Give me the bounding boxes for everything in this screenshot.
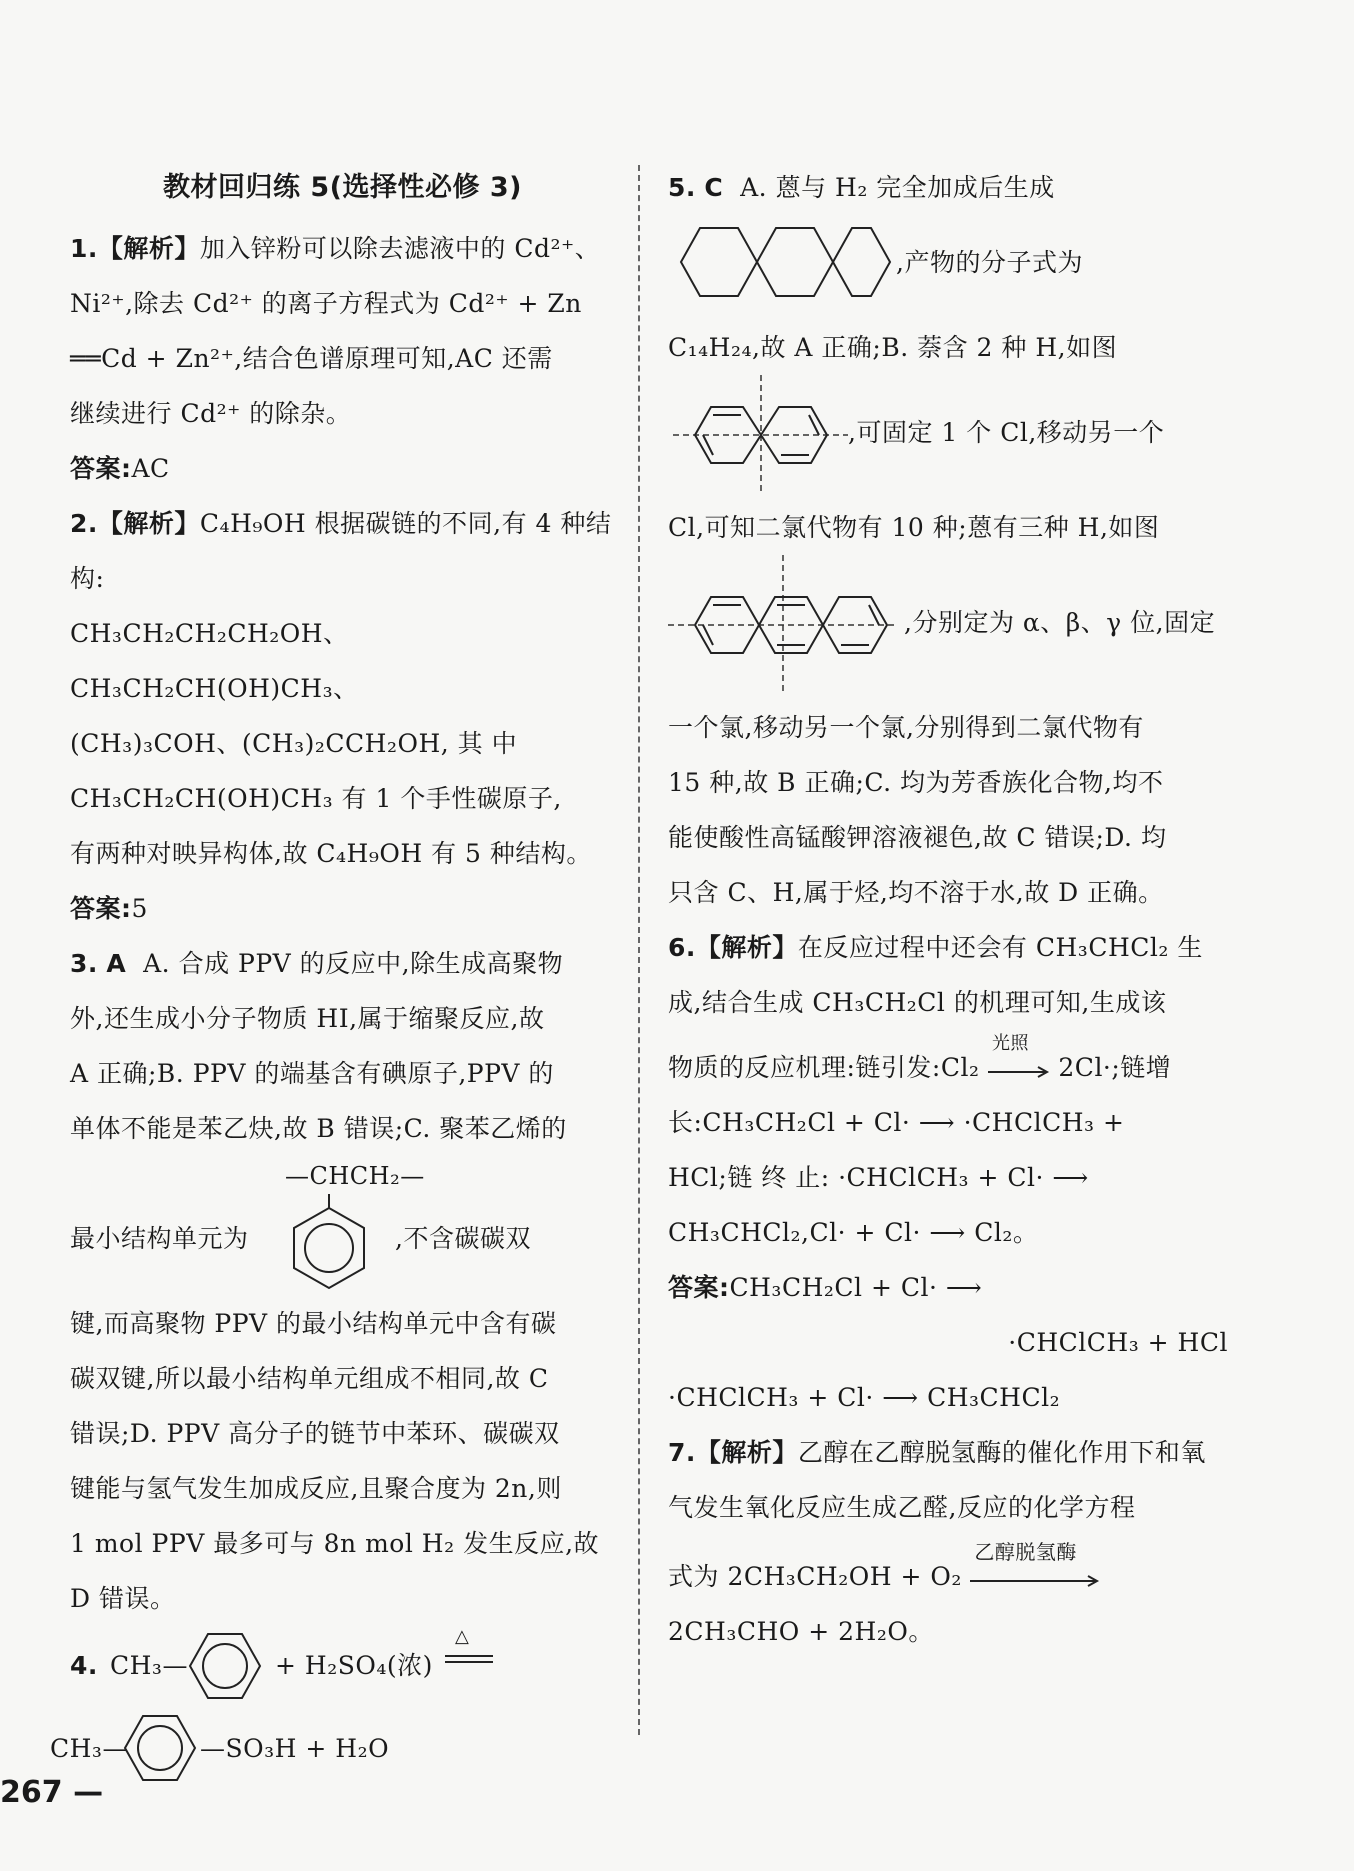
perhydroanthracene-structure bbox=[678, 220, 893, 305]
q3-line: D 错误。 bbox=[70, 1584, 176, 1613]
q7-line: 乙醇在乙醇脱氢酶的催化作用下和氧 bbox=[797, 1438, 1206, 1467]
q2-line: CH₃CH₂CH₂CH₂OH、CH₃CH₂CH(OH)CH₃、 bbox=[70, 619, 359, 703]
q4-product-suffix: —SO₃H + H₂O bbox=[200, 1734, 390, 1763]
q3-line: 外,还生成小分子物质 HI,属于缩聚反应,故 bbox=[70, 1004, 545, 1033]
q6-light-arrow bbox=[988, 1032, 1050, 1080]
q2-line: 有两种对映异构体,故 C₄H₉OH 有 5 种结构。 bbox=[70, 839, 592, 868]
question-7 bbox=[668, 1425, 1228, 1659]
anthracene-symmetry-structure bbox=[668, 555, 898, 695]
q4-equals-arrow bbox=[445, 1652, 495, 1666]
q3-unit-label: —CHCH₂— bbox=[285, 1162, 425, 1190]
page-title: 教材回归练 5(选择性必修 3) bbox=[162, 172, 523, 203]
page-number: 267 — bbox=[0, 1775, 104, 1810]
q6-answer-1: CH₃CH₂Cl + Cl· ⟶ bbox=[729, 1273, 983, 1302]
q7-number: 7. bbox=[668, 1438, 696, 1467]
q2-line: CH₃CH₂CH(OH)CH₃ 有 1 个手性碳原子, bbox=[70, 784, 562, 813]
q6-line: CH₃CHCl₂,Cl· + Cl· ⟶ Cl₂。 bbox=[668, 1218, 1039, 1247]
q6-initiation-line bbox=[668, 1030, 1228, 1095]
question-6 bbox=[668, 920, 1228, 1425]
q5-number: 5. bbox=[668, 173, 696, 202]
q3-choice: A bbox=[106, 949, 127, 978]
right-column bbox=[668, 160, 1228, 1659]
q5-after-mol3: ,分别定为 α、β、γ 位,固定 bbox=[904, 608, 1216, 637]
q1-answer-label: 答案: bbox=[70, 454, 132, 483]
q6-answer-label: 答案: bbox=[668, 1273, 730, 1302]
q4-number: 4. bbox=[70, 1651, 98, 1680]
q5-line: Cl,可知二氯代物有 10 种;蒽有三种 H,如图 bbox=[668, 513, 1160, 542]
q6-light-label: 光照 bbox=[991, 1032, 1029, 1054]
polystyrene-unit-structure bbox=[284, 1194, 374, 1294]
q3-line: 错误;D. PPV 高分子的链节中苯环、碳碳双 bbox=[70, 1419, 560, 1448]
q6-answer-3: ·CHClCH₃ + Cl· ⟶ CH₃CHCl₂ bbox=[668, 1383, 1061, 1412]
q5-line: A. 蒽与 H₂ 完全加成后生成 bbox=[740, 173, 1055, 202]
q6-line3-suffix: 2Cl·;链增 bbox=[1058, 1053, 1172, 1082]
question-2 bbox=[70, 496, 615, 936]
toluenesulfonic-acid-structure bbox=[115, 1708, 205, 1788]
question-1 bbox=[70, 221, 615, 496]
q5-line: 只含 C、H,属于烃,均不溶于水,故 D 正确。 bbox=[668, 878, 1164, 907]
q5-mol3-row bbox=[668, 555, 1228, 700]
q5-line: 能使酸性高锰酸钾溶液褪色,故 C 错误;D. 均 bbox=[668, 823, 1167, 852]
left-column bbox=[50, 160, 615, 1796]
q3-structure-row bbox=[70, 1156, 615, 1296]
q6-tag: 【解析】 bbox=[695, 933, 798, 962]
q1-line: ══Cd + Zn²⁺,结合色谱原理可知,AC 还需 bbox=[70, 344, 553, 373]
q2-line: C₄H₉OH 根据碳链的不同,有 4 种结构: bbox=[70, 509, 612, 593]
q6-answer-2: ·CHClCH₃ + HCl bbox=[1008, 1328, 1228, 1357]
q7-equation-line bbox=[668, 1535, 1228, 1604]
q3-number: 3. bbox=[70, 949, 98, 978]
q2-answer-label: 答案: bbox=[70, 894, 132, 923]
q6-line3-prefix: 物质的反应机理:链引发:Cl₂ bbox=[668, 1053, 980, 1082]
naphthalene-symmetry-structure bbox=[673, 375, 848, 495]
q7-line: 气发生氧化反应生成乙醛,反应的化学方程 bbox=[668, 1493, 1136, 1522]
q4-product-prefix: CH₃— bbox=[50, 1734, 128, 1763]
q1-line: 加入锌粉可以除去滤液中的 Cd²⁺、 bbox=[199, 234, 601, 263]
q5-after-mol1: ,产物的分子式为 bbox=[896, 248, 1083, 277]
q7-line3-prefix: 式为 2CH₃CH₂OH + O₂ bbox=[668, 1562, 962, 1591]
question-4 bbox=[50, 1626, 615, 1796]
q4-reagent: + H₂SO₄(浓) bbox=[275, 1651, 433, 1680]
q7-enzyme-arrow bbox=[970, 1539, 1100, 1589]
q4-heat-label: △ bbox=[455, 1626, 470, 1647]
q5-after-mol2: ,可固定 1 个 Cl,移动另一个 bbox=[848, 418, 1165, 447]
q6-line: 成,结合生成 CH₃CH₂Cl 的机理可知,生成该 bbox=[668, 988, 1167, 1017]
q3-line: 键能与氢气发生加成反应,且聚合度为 2n,则 bbox=[70, 1474, 562, 1503]
q3-line: A 正确;B. PPV 的端基含有碘原子,PPV 的 bbox=[70, 1059, 554, 1088]
question-3 bbox=[70, 936, 615, 1626]
question-5 bbox=[668, 160, 1228, 920]
q6-line: 长:CH₃CH₂Cl + Cl· ⟶ ·CHClCH₃ + bbox=[668, 1108, 1125, 1137]
q3-line: 碳双键,所以最小结构单元组成不相同,故 C bbox=[70, 1364, 549, 1393]
q5-line: 15 种,故 B 正确;C. 均为芳香族化合物,均不 bbox=[668, 768, 1164, 797]
q3-unit-prefix: 最小结构单元为 bbox=[70, 1224, 249, 1253]
q5-mol1-row bbox=[668, 215, 1228, 320]
q6-line: 在反应过程中还会有 CH₃CHCl₂ 生 bbox=[797, 933, 1203, 962]
q4-left-group: CH₃— bbox=[110, 1651, 188, 1680]
q1-line: Ni²⁺,除去 Cd²⁺ 的离子方程式为 Cd²⁺ + Zn bbox=[70, 289, 582, 318]
q5-mol2-row bbox=[668, 375, 1228, 500]
q6-number: 6. bbox=[668, 933, 696, 962]
q1-tag: 【解析】 bbox=[97, 234, 200, 263]
toluene-structure bbox=[180, 1626, 270, 1706]
reaction-arrow-icon bbox=[988, 1066, 1050, 1078]
q5-line: C₁₄H₂₄,故 A 正确;B. 萘含 2 种 H,如图 bbox=[668, 333, 1118, 362]
q7-enzyme-label: 乙醇脱氢酶 bbox=[974, 1539, 1077, 1564]
q2-number: 2. bbox=[70, 509, 98, 538]
q3-line: 键,而高聚物 PPV 的最小结构单元中含有碳 bbox=[70, 1309, 557, 1338]
q7-line: 2CH₃CHO + 2H₂O。 bbox=[668, 1617, 934, 1646]
reaction-arrow-icon bbox=[970, 1575, 1100, 1587]
q3-unit-suffix: ,不含碳碳双 bbox=[395, 1224, 531, 1253]
q1-number: 1. bbox=[70, 234, 98, 263]
q2-answer: 5 bbox=[131, 894, 148, 923]
q7-tag: 【解析】 bbox=[695, 1438, 798, 1467]
q6-line: HCl;链 终 止: ·CHClCH₃ + Cl· ⟶ bbox=[668, 1163, 1089, 1192]
q2-line: (CH₃)₃COH、(CH₃)₂CCH₂OH, 其 中 bbox=[70, 729, 518, 758]
q3-line: A. 合成 PPV 的反应中,除生成高聚物 bbox=[143, 949, 564, 978]
q1-line: 继续进行 Cd²⁺ 的除杂。 bbox=[70, 399, 352, 428]
q3-line: 单体不能是苯乙炔,故 B 错误;C. 聚苯乙烯的 bbox=[70, 1114, 567, 1143]
q5-choice: C bbox=[704, 173, 724, 202]
q3-line: 1 mol PPV 最多可与 8n mol H₂ 发生反应,故 bbox=[70, 1529, 600, 1558]
q2-tag: 【解析】 bbox=[97, 509, 200, 538]
q1-answer: AC bbox=[131, 454, 170, 483]
q5-line: 一个氯,移动另一个氯,分别得到二氯代物有 bbox=[668, 713, 1144, 742]
column-divider bbox=[638, 165, 640, 1735]
